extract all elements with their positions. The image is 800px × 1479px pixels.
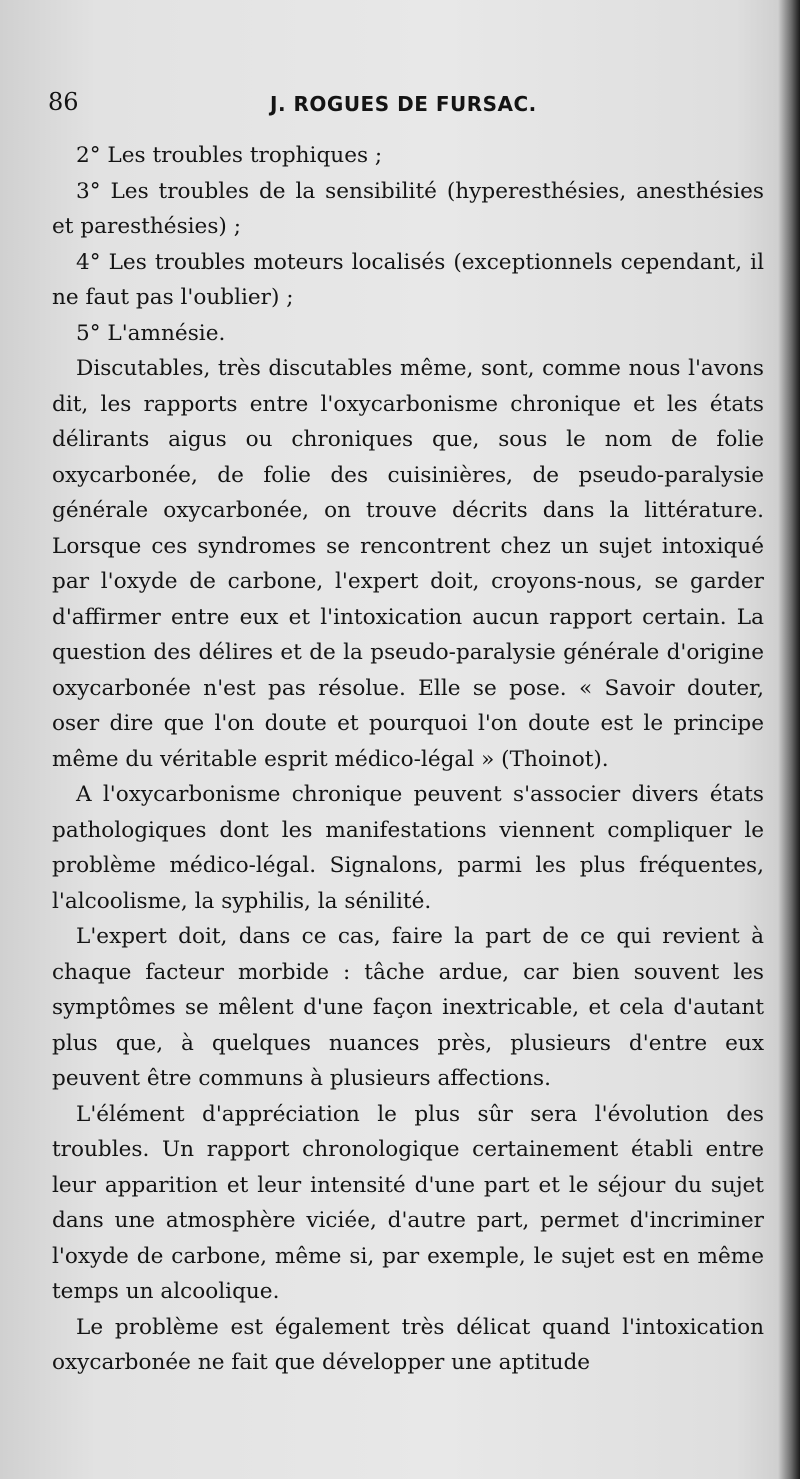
running-head-author: J. ROGUES DE FURSAC. <box>270 92 537 116</box>
paragraph-associated-states: A l'oxycarbonisme chronique peuvent s'associer divers états pathologiques dont les manifestations viennent compliquer le problème médico-légal. Signalons, parmi les plus fréquentes, l'alcoolisme, la syphilis, la sénilité. <box>52 782 764 914</box>
paragraph-delicate-problem: Le problème est également très délicat quand l'intoxication oxycarbonée ne fait que développer une aptitude <box>52 1314 764 1375</box>
text-body <box>52 138 764 1381</box>
list-item-motor: 4° Les troubles moteurs localisés (exceptionnels cependant, il ne faut pas l'oublier) ; <box>52 249 764 310</box>
paragraph-evolution: L'élément d'appréciation le plus sûr sera l'évolution des troubles. Un rapport chronologique certainement établi entre leur apparition et leur intensité d'une part et le séjour du sujet dans une atmosphère viciée, d'autre part, permet d'incriminer l'oxyde de carbone, même si, par exemple, le sujet est en même temps un alcoolique. <box>52 1101 764 1304</box>
list-item-sensibility: 3° Les troubles de la sensibilité (hyperesthésies, anesthésies et paresthésies) ; <box>52 178 764 239</box>
page-number: 86 <box>48 88 79 116</box>
paragraph-expert-role: L'expert doit, dans ce cas, faire la part de ce qui revient à chaque facteur morbide : tâche ardue, car bien souvent les symptômes se mêlent d'une façon inextricable, et cela d'autant plus que, à quelques nuances près, plusieurs d'entre eux peuvent être communs à plusieurs affections. <box>52 924 764 1091</box>
paragraph-delirium: Discutables, très discutables même, sont, comme nous l'avons dit, les rapports entre l'oxycarbonisme chronique et les états délirants aigus ou chroniques que, sous le nom de folie oxycarbonée, de folie des cuisinières, de pseudo-paralysie générale oxycarbonée, on trouve décrits dans la littérature. Lorsque ces syndromes se rencontrent chez un sujet intoxiqué par l'oxyde de carbone, l'expert doit, croyons-nous, se garder d'affirmer entre eux et l'intoxication aucun rapport certain. La question des délires et de la pseudo-paralysie générale d'origine oxycarbonée n'est pas résolue. Elle se pose. « Savoir douter, oser dire que l'on doute et pourquoi l'on doute est le principe même du véritable esprit médico-légal » (Thoinot). <box>52 356 764 772</box>
binding-edge-shadow <box>778 0 800 1479</box>
running-head <box>48 88 748 122</box>
list-item-trophic: 2° Les troubles trophiques ; <box>76 143 383 168</box>
list-item-amnesia: 5° L'amnésie. <box>76 320 226 346</box>
